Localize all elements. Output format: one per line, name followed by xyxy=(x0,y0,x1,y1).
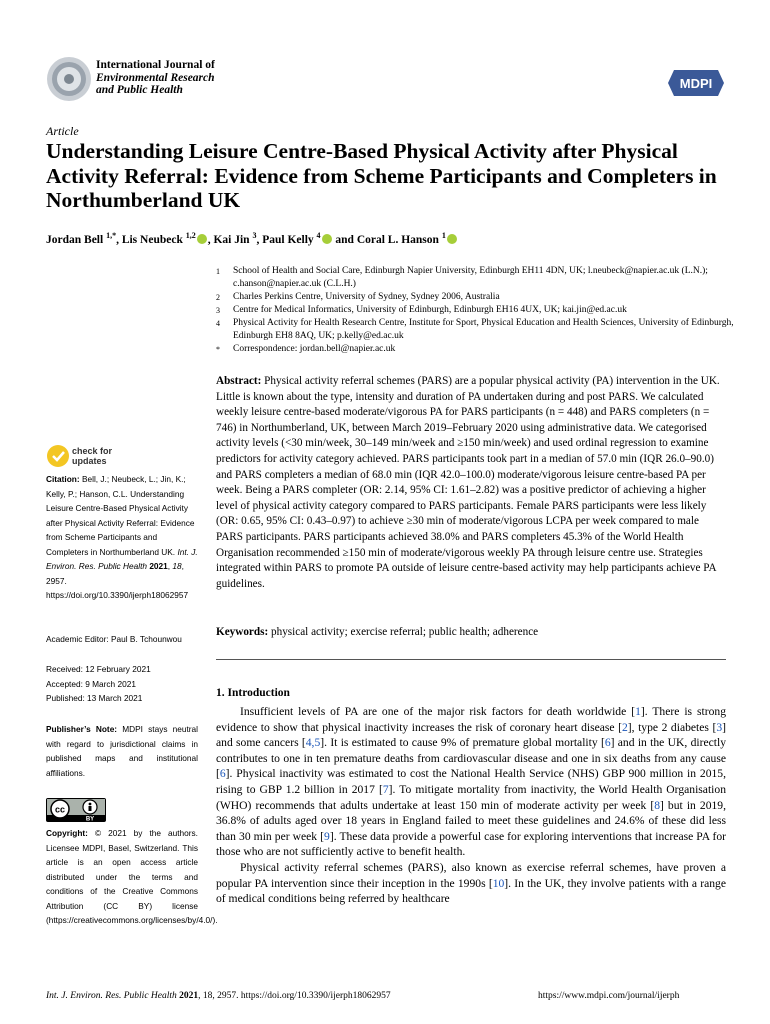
footer-journal-url[interactable]: https://www.mdpi.com/journal/ijerph xyxy=(538,991,680,1001)
citation-ref-link[interactable]: 9 xyxy=(324,829,330,843)
intro-body xyxy=(216,704,726,907)
footer-citation xyxy=(46,991,391,1001)
author-name: Coral L. Hanson xyxy=(356,233,442,246)
affiliation-text: School of Health and Social Care, Edinburgh Napier University, Edinburgh EH11 4DN, UK; l.neubeck@napier.ac.uk (L.N.); c.hanson@napier.ac.uk (C.L.H.) xyxy=(233,266,708,289)
citation-ref-link[interactable]: 6 xyxy=(604,736,611,750)
intro-paragraph-1: Insufficient levels of PA are one of the major risk factors for death worldwide [1]. There is strong evidence to show that physical inactivity increases the risk of coronary heart disease [2], type 2 diabetes [3] and some cancers [4,5]. It is estimated to cause 9% of premature global mortality [6] and in the UK, directly contributes to one in ten premature deaths from cardiovascular disease and one in six deaths from any cause [6]. Physical inactivity was estimated to cost the National Health Service (NHS) GBP 900 million in 2015, rising to GBP 1.2 billion in 2017 [7]. To mitigate mortality from inactivity, the World Health Organisation (WHO) recommends that adults undertake at least 150 min of moderate activity per week [8] but in 2019, 36.8% of adults aged over 18 years in England failed to meet these guidelines and 24.6% of these did less than 30 min per week [9]. These data provide a powerful case for exploring interventions that increase PA for those who are not sufficiently active to benefit health. xyxy=(216,705,727,859)
citation-ref-link[interactable]: 10 xyxy=(492,876,505,890)
section-divider xyxy=(216,659,726,660)
keywords-text: physical activity; exercise referral; public health; adherence xyxy=(271,626,539,638)
footer-year: 2021 xyxy=(179,991,199,1001)
affiliation-item xyxy=(216,265,736,291)
affiliation-text: Charles Perkins Centre, University of Sydney, Sydney 2006, Australia xyxy=(233,292,500,302)
affiliations xyxy=(216,265,736,356)
keywords xyxy=(216,626,726,638)
citation-doi[interactable]: 2957. https://doi.org/10.3390/ijerph18062957 xyxy=(46,575,189,600)
affiliation-number: 2 xyxy=(216,293,220,302)
citation-ref-link[interactable]: 3 xyxy=(716,720,723,734)
footer-rest: , 18, 2957. https://doi.org/10.3390/ijerph18062957 xyxy=(198,991,391,1001)
published-date: Published: 13 March 2021 xyxy=(46,693,143,703)
article-type: Article xyxy=(46,124,79,138)
citation-block: Citation: Bell, J.; Neubeck, L.; Jin, K.; Kelly, P.; Hanson, C.L. Understanding Leisure Centre-Based Physical Activity after Physical Activity Referral: Evidence from Scheme Participants and Completers in Northumberland UK. Int. J. Environ. Res. Public Health 2021, 18, 2957. https://doi.org/10.3390/ijerph18062957 xyxy=(46,474,198,600)
publisher-note-text: MDPI stays neutral with regard to jurisdictional claims in published maps and institutional affiliations. xyxy=(46,724,199,778)
citation-ref-link[interactable]: 2 xyxy=(621,720,628,734)
author-affiliation-marker: 1 xyxy=(441,231,446,240)
publication-dates xyxy=(46,662,198,706)
orcid-icon[interactable] xyxy=(197,234,207,244)
author-affiliation-marker: 1,2 xyxy=(185,231,196,240)
abstract xyxy=(216,374,726,592)
copyright-label: Copyright: xyxy=(46,828,88,838)
affiliation-item xyxy=(216,317,736,343)
intro-heading: 1. Introduction xyxy=(216,687,290,699)
cc-by-license-icon[interactable] xyxy=(46,798,106,822)
citation-text: Bell, J.; Neubeck, L.; Jin, K.; Kelly, P.; Hanson, C.L. Understanding Leisure Centre-Based Physical Activity after Physical Activity Referral: Evidence from Scheme Participants and Completers in Northumberland UK. xyxy=(46,474,195,557)
journal-name-line1: International Journal of xyxy=(96,59,215,71)
svg-text:cc: cc xyxy=(54,804,66,815)
journal-name xyxy=(96,59,215,97)
author-name: Paul Kelly xyxy=(262,233,317,246)
keywords-label: Keywords: xyxy=(216,626,269,638)
mdpi-logo xyxy=(668,68,724,98)
orcid-icon[interactable] xyxy=(322,234,332,244)
orcid-icon[interactable] xyxy=(447,234,457,244)
citation-ref-link[interactable]: 1 xyxy=(635,705,641,718)
abstract-label: Abstract: xyxy=(216,375,262,387)
affiliation-number: 1 xyxy=(216,267,220,276)
author-name: Jordan Bell xyxy=(46,233,107,246)
publisher-note-label: Publisher’s Note: xyxy=(46,724,118,734)
affiliation-item xyxy=(216,343,736,356)
affiliation-text: Correspondence: jordan.bell@napier.ac.uk xyxy=(233,344,396,354)
affiliation-text: Centre for Medical Informatics, University of Edinburgh, Edinburgh EH16 4UX, UK; kai.jin@ed.ac.uk xyxy=(233,305,627,315)
copyright-notice xyxy=(46,826,218,928)
journal-name-line3: and Public Health xyxy=(96,84,183,96)
author-name: Kai Jin xyxy=(213,233,253,246)
svg-text:updates: updates xyxy=(72,456,107,466)
citation-ref-link[interactable]: 8 xyxy=(654,798,660,812)
affiliation-number: * xyxy=(216,345,220,354)
article-title: Understanding Leisure Centre-Based Physical Activity after Physical Activity Referral: Evidence from Scheme Participants and Completers in Northumberland UK xyxy=(46,139,717,212)
journal-name-line2: Environmental Research xyxy=(96,71,215,84)
academic-editor: Academic Editor: Paul B. Tchounwou xyxy=(46,634,182,644)
intro-paragraph-2: Physical activity referral schemes (PARS), also known as exercise referral schemes, have proven a popular PA intervention since their inception in the 1990s [10]. In the UK, they involve patients with a range of medical conditions being referred by healthcare xyxy=(216,860,726,906)
author-affiliation-marker: 4 xyxy=(316,231,321,240)
affiliation-item xyxy=(216,304,736,317)
svg-text:MDPI: MDPI xyxy=(679,76,713,91)
author-affiliation-marker: 3 xyxy=(252,231,257,240)
citation-year: 2021 xyxy=(149,561,168,571)
citation-journal: Int. J. Environ. Res. Public Health xyxy=(46,546,198,571)
abstract-text: Physical activity referral schemes (PARS) are a popular physical activity (PA) intervention in the UK. Little is known about the type, intensity and duration of PA undertaken during and post PARS. We calculated weekly leisure centre-based moderate/vigorous PA for PARS participants (n = 448) and PARS completers (n = 746) in Northumberland, UK, between March 2019–February 2020 using administrative data. We categorised activity levels (<30 min/week, 30–149 min/week and ≥150 min/week) and used ordinal regression to examine predictors for activity category achieved. PARS participants took part in a median of 57.0 min (IQR 26.0–90.0) and PARS completers a median of 68.0 min (IQR 42.0–100.0) moderate/vigorous leisure centre-based PA per week. Being a PARS completer (OR: 2.14, 95% CI: 1.61–2.82) was a positive predictor of achieving a higher level of physical activity category compared to PARS participants. Female PARS participants were less likely (OR: 0.65, 95% CI: 0.43–0.97) to achieve ≥30 min of moderate/vigorous LCPA per week compared to male PARS participants. PARS participants achieved 38.0% and PARS completers 45.3% of the World Health Organisation recommended ≥150 min of moderate/vigorous weekly PA through leisure centre use. Strategies integrated within PARS to promote PA outside of leisure centre-based activity may help participants achieve PA guidelines. xyxy=(216,375,720,590)
citation-ref-link[interactable]: 4,5 xyxy=(305,736,321,750)
author-affiliation-marker: 1,* xyxy=(106,231,117,240)
svg-text:BY: BY xyxy=(85,816,95,822)
journal-logo xyxy=(46,56,92,102)
publisher-note xyxy=(46,722,198,780)
affiliation-item xyxy=(216,291,736,304)
citation-ref-link[interactable]: 6 xyxy=(219,767,226,781)
author-name: Lis Neubeck xyxy=(121,233,186,246)
check-for-updates-badge[interactable] xyxy=(46,441,136,471)
svg-text:check for: check for xyxy=(72,446,113,456)
copyright-text: © 2021 by the authors. Licensee MDPI, Basel, Switzerland. This article is an open access article distributed under the terms and conditions of the Creative Commons Attribution (CC BY) license (https://creativecommons.org/licenses/by/4.0/). xyxy=(46,828,218,925)
citation-volume: 18 xyxy=(172,561,182,571)
affiliation-text: Physical Activity for Health Research Centre, Institute for Sport, Physical Education and Health Sciences, University of Edinburgh, Edinburgh EH8 8AQ, UK; p.kelly@ed.ac.uk xyxy=(233,318,734,341)
author-list: Jordan Bell $^{1,*}$, Lis Neubeck $^{1,2}$ , Kai Jin $^3$, Paul Kelly $^4$ and Coral L. Hanson $^1$ xyxy=(46,231,746,246)
affiliation-number: 3 xyxy=(216,306,220,315)
affiliation-number: 4 xyxy=(216,319,220,328)
accepted-date: Accepted: 9 March 2021 xyxy=(46,678,136,689)
received-date: Received: 12 February 2021 xyxy=(46,664,151,674)
citation-ref-link[interactable]: 7 xyxy=(382,782,389,796)
footer-journal: Int. J. Environ. Res. Public Health xyxy=(46,991,177,1001)
citation-label: Citation: xyxy=(46,474,80,484)
